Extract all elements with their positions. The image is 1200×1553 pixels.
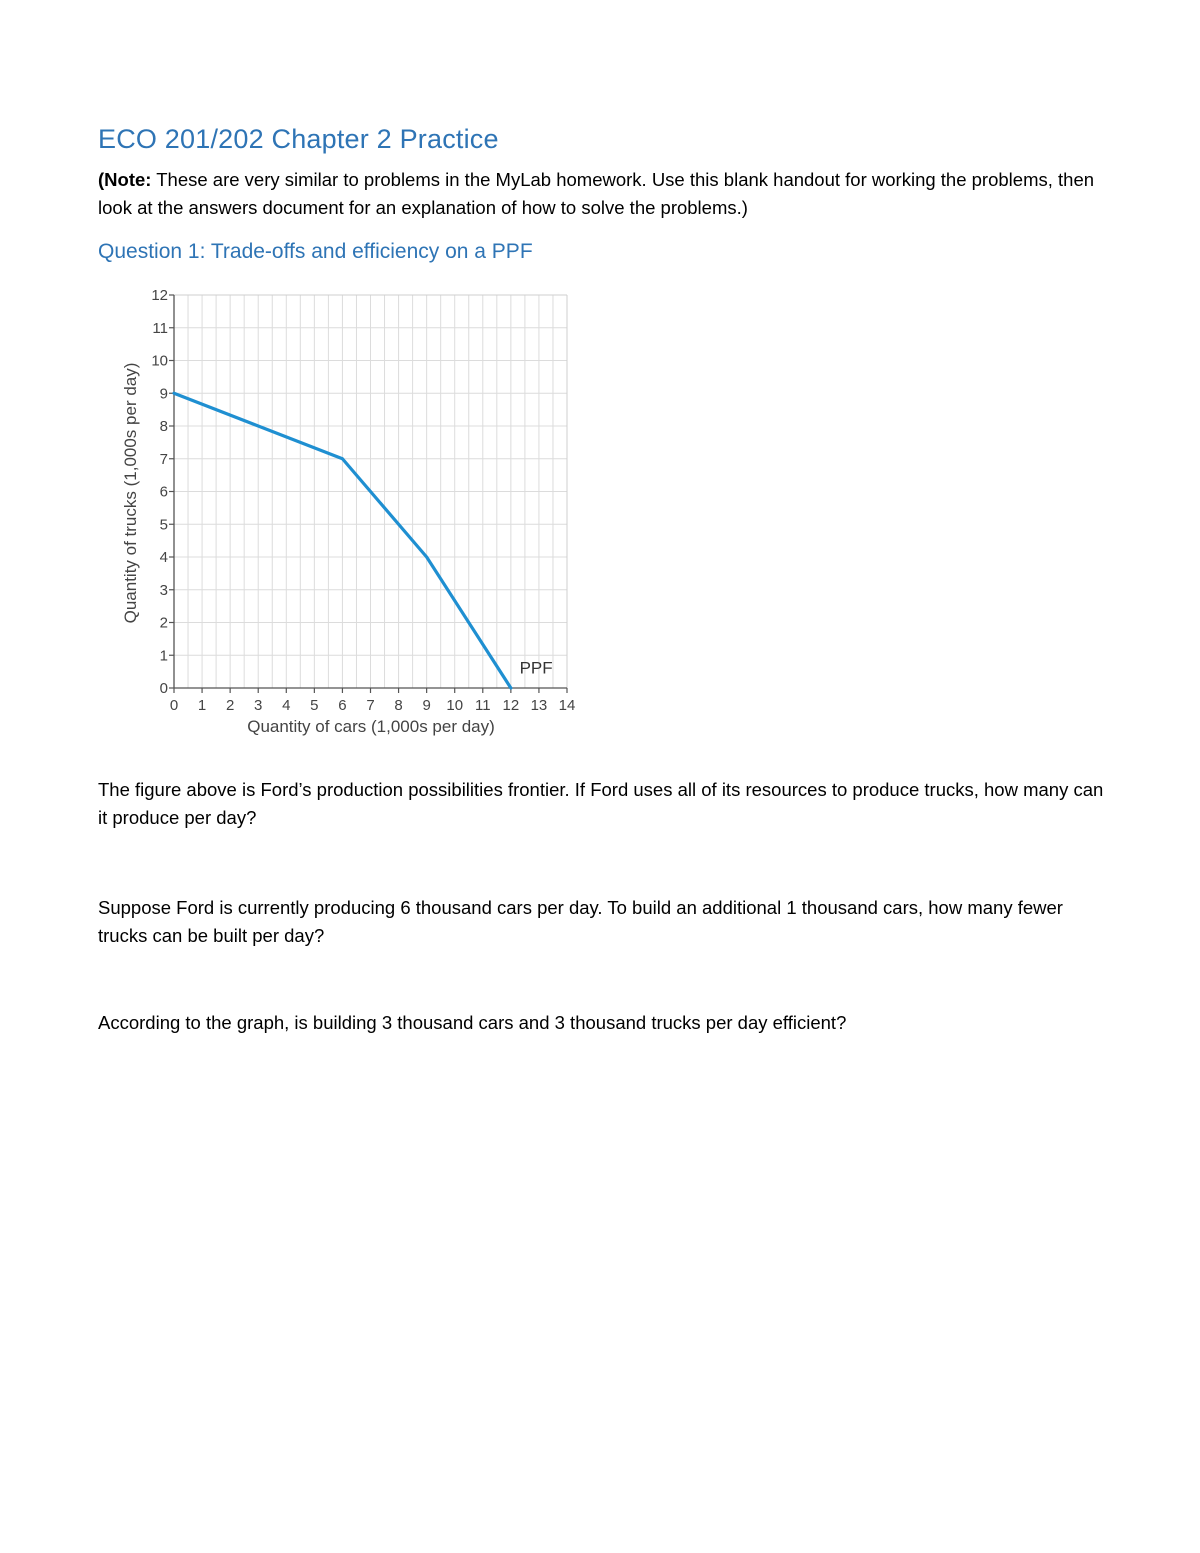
y-tick-label: 0 [159,680,168,697]
ppf-chart-svg [112,280,592,745]
x-tick-label: 14 [558,697,576,714]
document-title: ECO 201/202 Chapter 2 Practice [98,124,499,154]
y-tick-label: 10 [151,352,168,370]
x-axis-label: Quantity of cars (1,000s per day) [247,717,495,736]
question-text-1: The figure above is Ford’s production possibilities frontier. If Ford uses all of its resources to produce trucks, how many can it produce per day? [98,779,1104,828]
ppf-curve-label: PPF [519,658,553,678]
x-tick-label: 11 [474,697,491,714]
note-prefix: (Note: [98,169,152,190]
y-tick-label: 9 [159,385,168,403]
x-tick-label: 12 [502,697,520,714]
note-paragraph [98,166,1108,222]
question-1-heading: Question 1: Trade-offs and efficiency on a PPF [98,240,533,263]
chart-tick-labels [151,287,575,714]
y-axis-label: Quantity of trucks (1,000s per day) [121,362,140,624]
x-tick-label: 13 [530,697,548,714]
y-tick-label: 1 [159,647,168,665]
question-text-2: Suppose Ford is currently producing 6 thousand cars per day. To build an additional 1 thousand cars, how many fewer trucks can be built per day? [98,897,1063,946]
x-tick-label: 8 [394,697,403,714]
note-body: These are very similar to problems in the MyLab homework. Use this blank handout for working the problems, then look at the answers document for an explanation of how to solve the problems.) [98,169,1095,218]
y-tick-label: 11 [152,319,168,337]
y-tick-label: 7 [159,450,168,468]
chart-series [174,393,553,688]
x-tick-label: 1 [197,697,207,714]
y-tick-label: 5 [159,516,168,534]
x-tick-label: 9 [422,697,431,714]
ppf-chart [112,280,592,745]
x-tick-label: 6 [338,697,347,714]
x-tick-label: 0 [169,697,179,714]
y-tick-label: 4 [159,549,168,566]
y-tick-label: 12 [151,287,168,304]
y-tick-label: 3 [159,581,168,599]
x-tick-label: 7 [366,697,375,714]
x-tick-label: 4 [282,697,291,714]
x-tick-label: 3 [254,697,263,714]
question-text-3: According to the graph, is building 3 thousand cars and 3 thousand trucks per day efficient? [98,1012,847,1033]
x-tick-label: 2 [225,697,235,714]
x-tick-label: 10 [446,697,464,714]
y-tick-label: 8 [159,418,168,435]
chart-axes [169,295,567,693]
x-tick-label: 5 [310,697,319,714]
y-tick-label: 6 [159,483,168,501]
y-tick-label: 2 [159,614,168,632]
